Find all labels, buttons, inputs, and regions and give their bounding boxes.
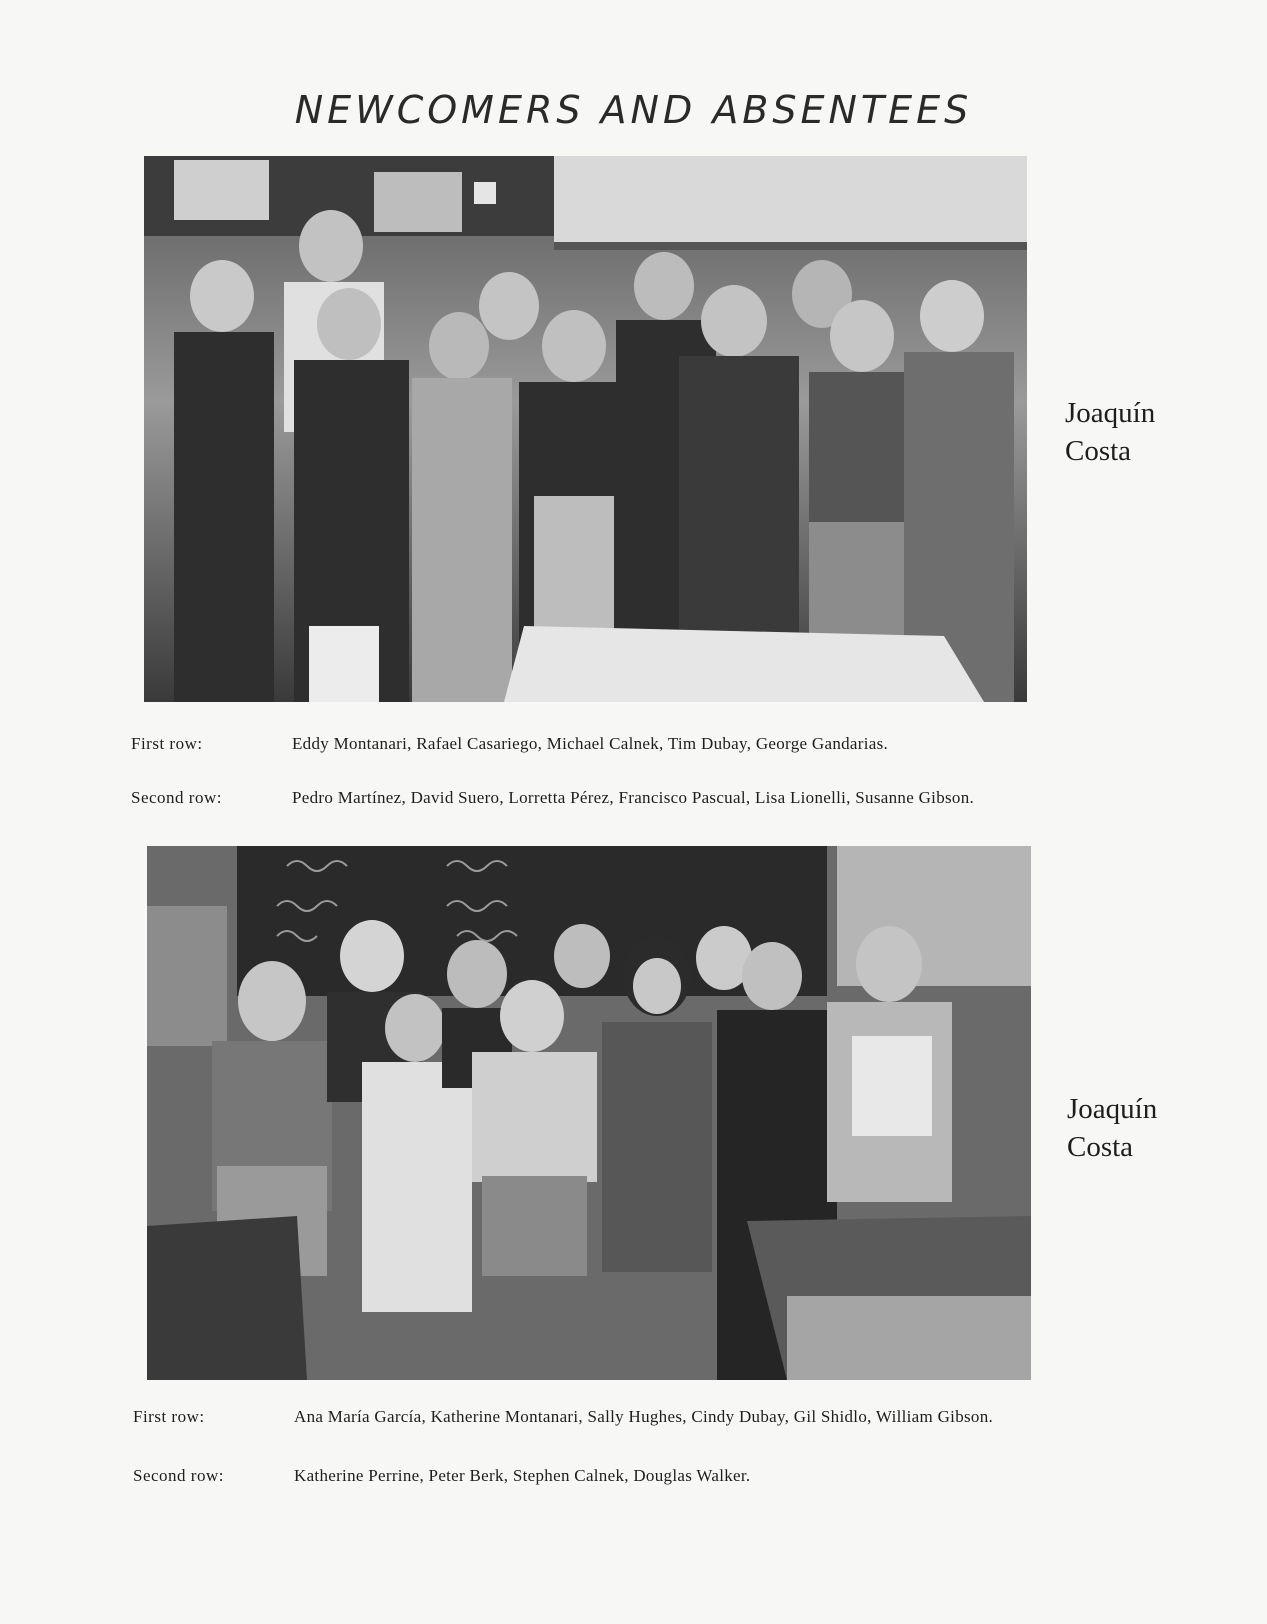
class-photo-1 xyxy=(144,156,1027,702)
row-names: Eddy Montanari, Rafael Casariego, Michael Calnek, Tim Dubay, George Gandarias. xyxy=(292,734,889,753)
school-label-line2: Costa xyxy=(1067,1131,1134,1163)
row-label: First row: xyxy=(131,734,203,753)
school-label-line1: Joaquín xyxy=(1065,397,1156,429)
page-title: NEWCOMERS AND ABSENTEES xyxy=(294,88,973,132)
row-names: Pedro Martínez, David Suero, Lorretta Pérez, Francisco Pascual, Lisa Lionelli, Susanne Gibson. xyxy=(292,788,975,807)
row-label: First row: xyxy=(133,1407,205,1426)
caption-first-row xyxy=(131,733,1041,779)
class-photo-2 xyxy=(147,846,1031,1380)
row-names: Katherine Perrine, Peter Berk, Stephen Calnek, Douglas Walker. xyxy=(294,1466,751,1485)
caption-first-row xyxy=(133,1406,1043,1452)
row-label: Second row: xyxy=(133,1466,224,1485)
class-photo-1-image xyxy=(144,156,1027,702)
row-label: Second row: xyxy=(131,788,222,807)
caption-second-row xyxy=(133,1465,1043,1489)
row-names: Ana María García, Katherine Montanari, Sally Hughes, Cindy Dubay, Gil Shidlo, William Gibson. xyxy=(294,1407,994,1426)
class-photo-2-image xyxy=(147,846,1031,1380)
school-label-line2: Costa xyxy=(1065,435,1132,467)
school-label-line1: Joaquín xyxy=(1067,1093,1158,1125)
school-label-1 xyxy=(1065,394,1155,470)
school-label-2 xyxy=(1067,1090,1157,1166)
caption-second-row xyxy=(131,787,1041,833)
